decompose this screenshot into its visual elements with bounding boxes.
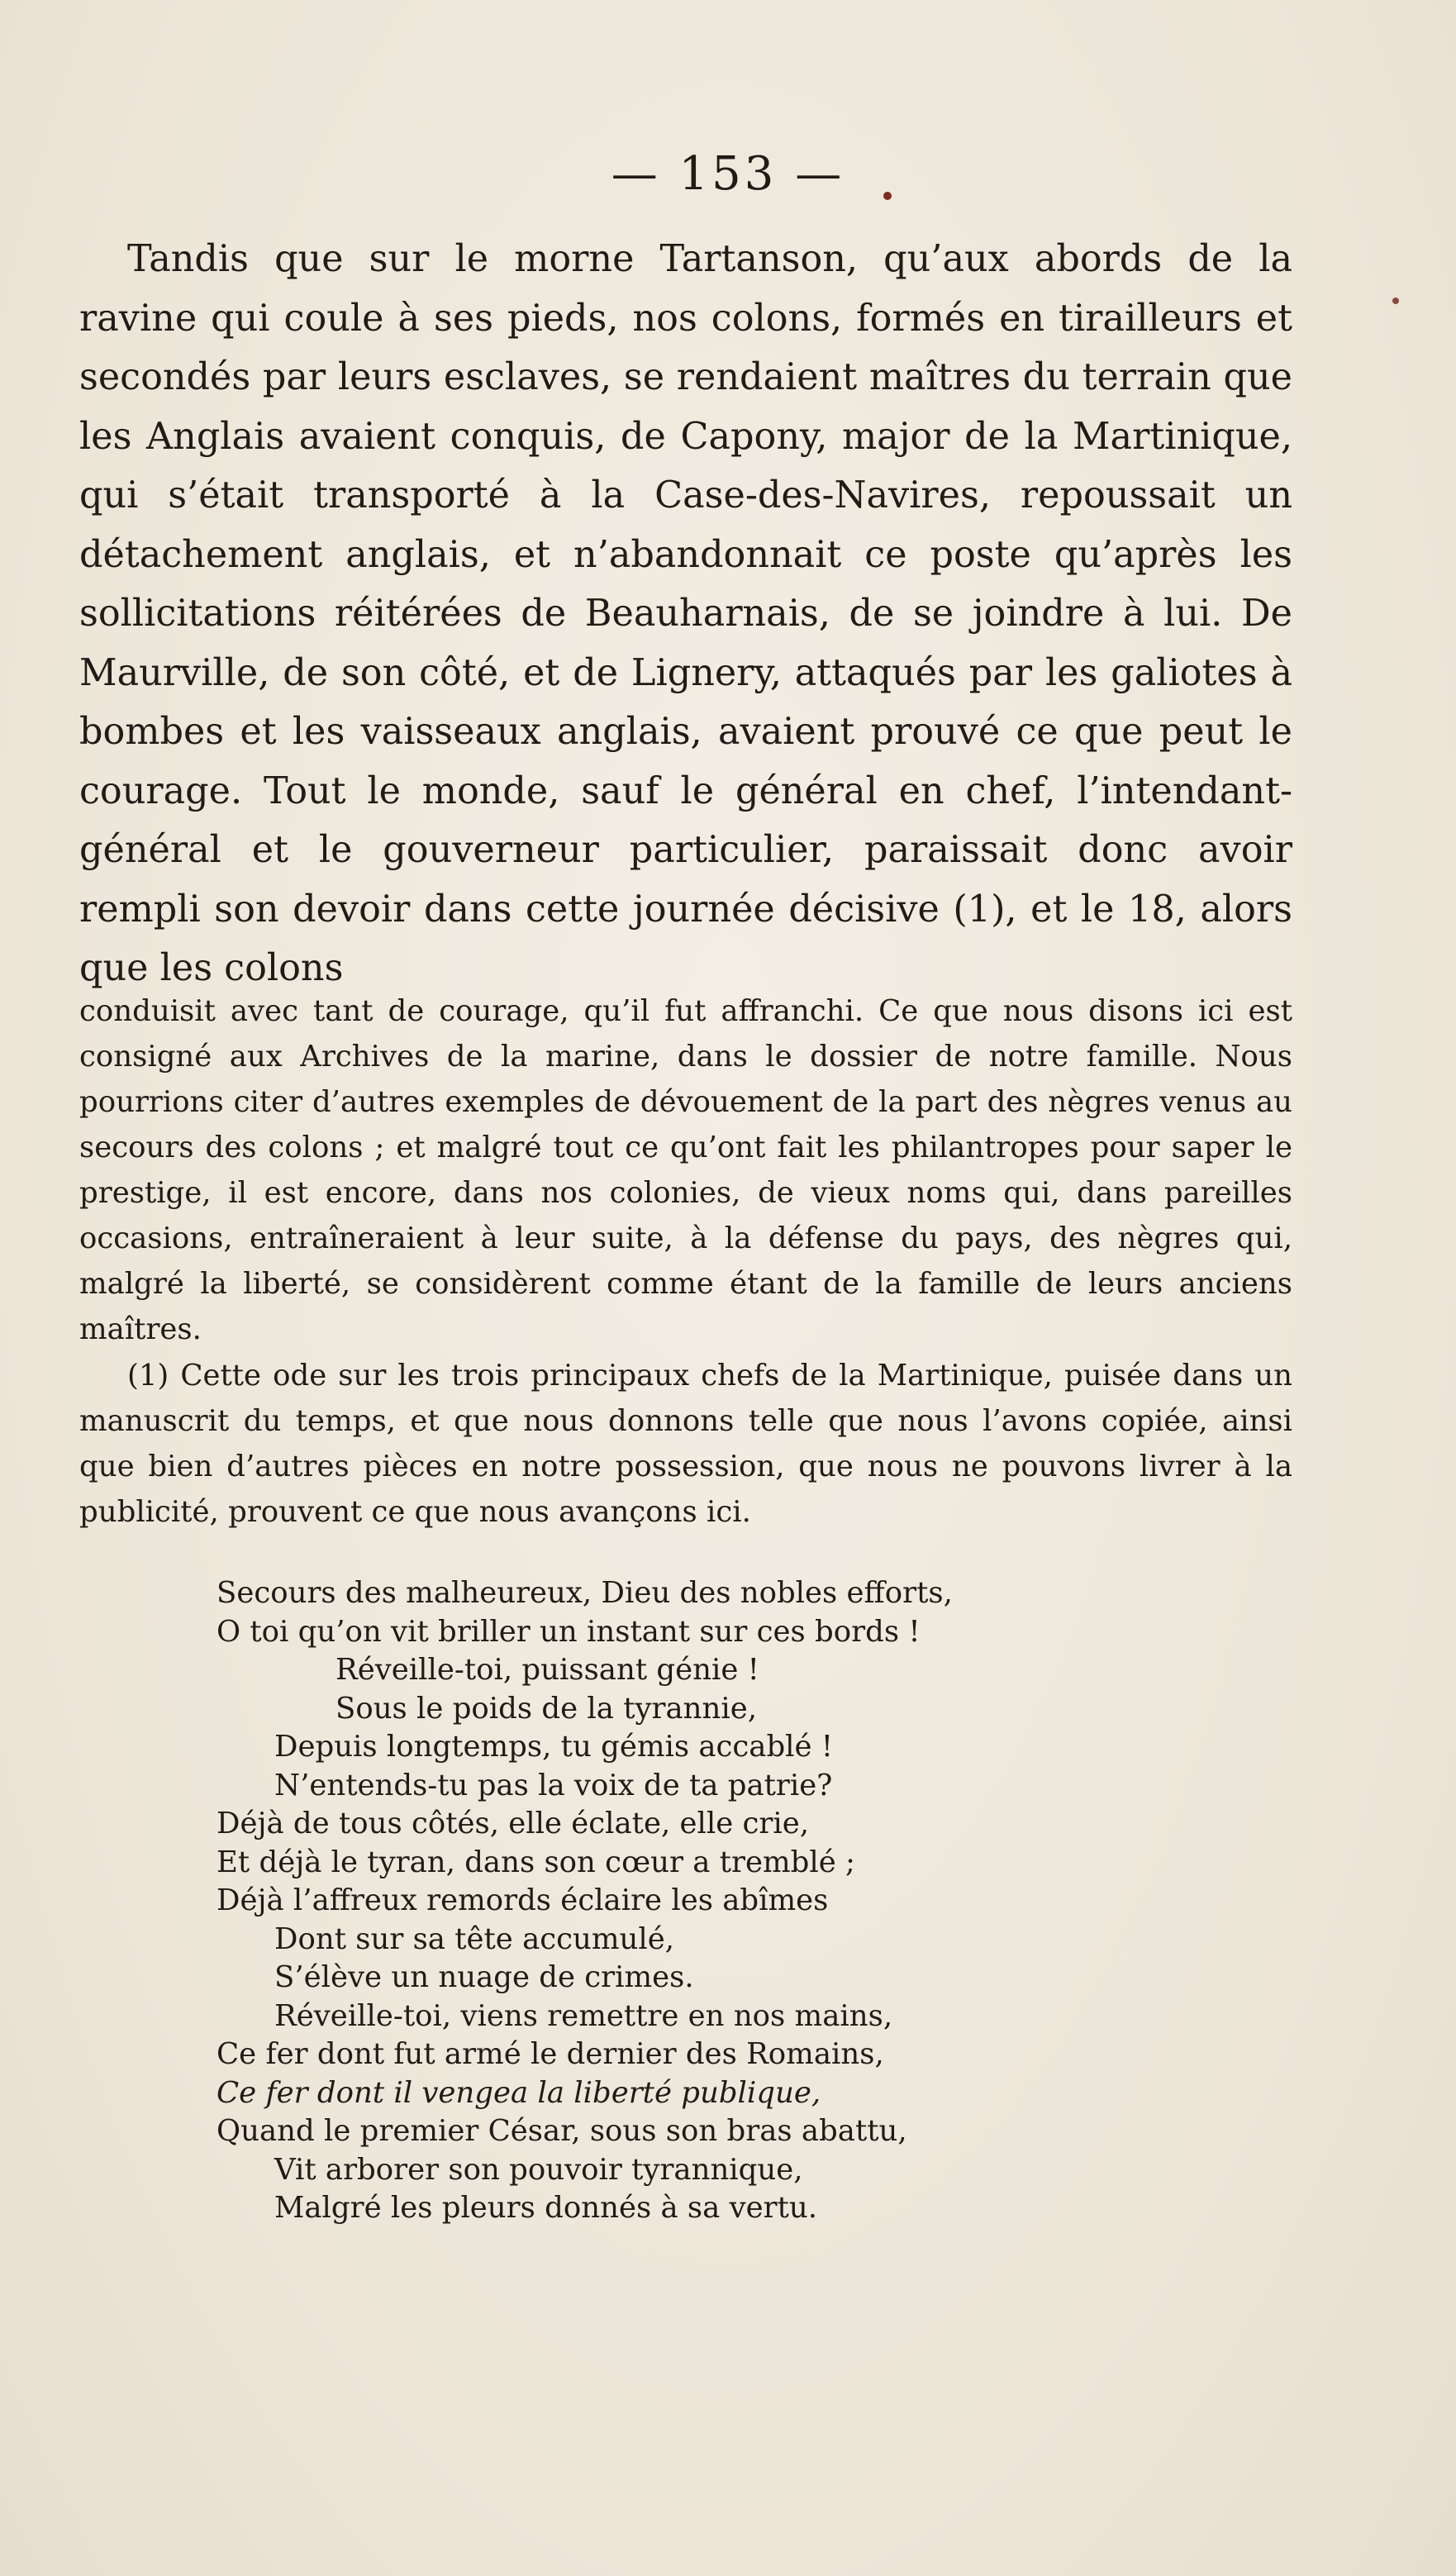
poem-line: Sous le poids de la tyrannie, xyxy=(335,1691,758,1726)
main-paragraph: Tandis que sur le morne Tartanson, qu’aux abords de la ravine qui coule à ses pieds, nos colons, formés en tirailleurs et secondés par leurs esclaves, se rendaient maîtres du terrain que les Anglais avaient conquis, de Capony, major de la Martinique, qui s’était transporté à la Case-des-Navires, repoussait un détachement anglais, et n’abandonnait ce poste qu’après les sollicitations réitérées de Beauharnais, de se joindre à lui. De Maurville, de son côté, et de Lignery, attaqués par les galiotes à bombes et les vaisseaux anglais, avaient prouvé ce que peut le courage. Tout le monde, sauf le général en chef, l’intendant-général et le gouverneur particulier, paraissait donc avoir rempli son devoir dans cette journée décisive (1), et le 18, alors que les colons xyxy=(79,238,1292,989)
poem-line: Déjà l’affreux remords éclaire les abîmes xyxy=(216,1883,829,1917)
ink-speck-icon xyxy=(883,192,892,200)
footnote-continued: conduisit avec tant de courage, qu’il fut affranchi. Ce que nous disons ici est consigné aux Archives de la marine, dans le dossier de notre famille. Nous pourrions citer d’autres exemples de dévouement de la part des nègres venus au secours des colons ; et malgré tout ce qu’ont fait les philantropes pour saper le prestige, il est encore, dans nos colonies, de vieux noms qui, dans pareilles occasions, entraîneraient à leur suite, à la défense du pays, des nègres qui, malgré la liberté, se considèrent comme étant de la famille de leurs anciens maîtres. xyxy=(79,994,1292,1346)
poem-line: Dont sur sa tête accumulé, xyxy=(274,1921,675,1956)
poem-line: Réveille-toi, puissant génie ! xyxy=(335,1653,759,1687)
poem-line: Malgré les pleurs donnés à sa vertu. xyxy=(274,2191,818,2225)
poem-line: Vit arborer son pouvoir tyrannique, xyxy=(274,2152,803,2187)
poem-line: O toi qu’on vit briller un instant sur ces bords ! xyxy=(216,1614,921,1649)
poem-line: Secours des malheureux, Dieu des nobles efforts, xyxy=(216,1576,953,1610)
poem xyxy=(216,1574,953,2228)
ink-speck-icon xyxy=(1392,298,1399,304)
poem-line: Et déjà le tyran, dans son cœur a tremblé ; xyxy=(216,1845,855,1879)
poem-line: S’élève un nuage de crimes. xyxy=(274,1960,694,1994)
page-number: — 153 — xyxy=(611,147,845,201)
poem-line: Ce fer dont il vengea la liberté publique, xyxy=(216,2075,821,2110)
footnote-1: (1) Cette ode sur les trois principaux chefs de la Martinique, puisée dans un manuscrit du temps, et que nous donnons telle que nous l’avons copiée, ainsi que bien d’autres pièces en notre possession, que nous ne pouvons livrer à la publicité, prouvent ce que nous avançons ici. xyxy=(79,1359,1292,1529)
poem-line: Quand le premier César, sous son bras abattu, xyxy=(216,2114,907,2148)
poem-line: Déjà de tous côtés, elle éclate, elle crie, xyxy=(216,1807,810,1840)
poem-line: Ce fer dont fut armé le dernier des Romains, xyxy=(216,2037,884,2071)
poem-line: Depuis longtemps, tu gémis accablé ! xyxy=(274,1730,834,1764)
poem-line: Réveille-toi, viens remettre en nos mains, xyxy=(274,1998,893,2033)
poem-line: N’entends-tu pas la voix de ta patrie? xyxy=(274,1768,833,1802)
